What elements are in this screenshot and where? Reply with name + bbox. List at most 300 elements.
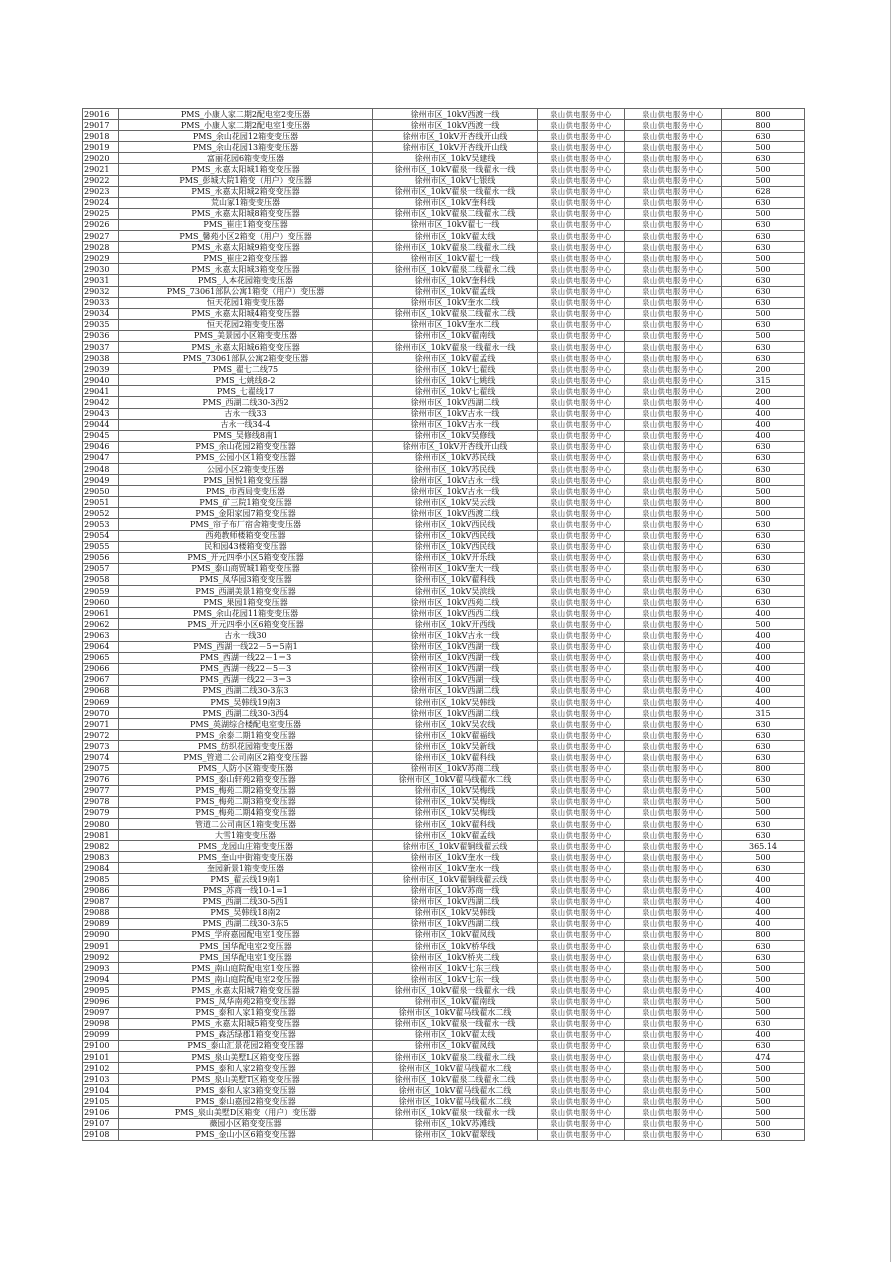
record-id-cell: 29018	[83, 131, 119, 142]
maintenance-unit-cell: 泉山供电服务中心	[625, 819, 722, 830]
feeder-line-cell: 徐州市区_10kV开乐线	[373, 552, 538, 563]
service-center-cell: 泉山供电服务中心	[538, 1085, 625, 1096]
maintenance-unit-cell: 泉山供电服务中心	[625, 763, 722, 774]
transformer-name-cell: PMS_翟七二线75	[119, 364, 373, 375]
capacity-cell: 500	[722, 785, 805, 796]
maintenance-unit-cell: 泉山供电服务中心	[625, 1085, 722, 1096]
record-id-cell: 29021	[83, 164, 119, 175]
table-row	[83, 297, 805, 308]
capacity-cell: 630	[722, 597, 805, 608]
capacity-cell: 500	[722, 1063, 805, 1074]
transformer-name-cell: PMS_西湖二线30-3西2	[119, 397, 373, 408]
maintenance-unit-cell: 泉山供电服务中心	[625, 663, 722, 674]
transformer-name-cell: 恒天花园2箱变变压器	[119, 319, 373, 330]
transformer-name-cell: PMS_七姚线8-2	[119, 375, 373, 386]
feeder-line-cell: 徐州市区_10kV翟科线	[373, 819, 538, 830]
transformer-name-cell: PMS_国华配电室2变压器	[119, 941, 373, 952]
table-row	[83, 530, 805, 541]
table-row	[83, 541, 805, 552]
feeder-line-cell: 徐州市区_10kV翟太线	[373, 1029, 538, 1040]
feeder-line-cell: 徐州市区_10kV翟马线翟水二线	[373, 774, 538, 785]
table-row	[83, 918, 805, 929]
feeder-line-cell: 徐州市区_10kV翟太线	[373, 231, 538, 242]
feeder-line-cell: 徐州市区_10kV翟泉二线翟永二线	[373, 308, 538, 319]
capacity-cell: 500	[722, 1107, 805, 1118]
maintenance-unit-cell: 泉山供电服务中心	[625, 708, 722, 719]
feeder-line-cell: 徐州市区_10kV翟七一线	[373, 219, 538, 230]
table-row	[83, 330, 805, 341]
record-id-cell: 29083	[83, 852, 119, 863]
transformer-name-cell: PMS_翟云线19南1	[119, 874, 373, 885]
maintenance-unit-cell: 泉山供电服务中心	[625, 586, 722, 597]
capacity-cell: 400	[722, 408, 805, 419]
feeder-line-cell: 徐州市区_10kV七翟线	[373, 364, 538, 375]
table-row	[83, 497, 805, 508]
service-center-cell: 泉山供电服务中心	[538, 475, 625, 486]
transformer-name-cell: PMS_余泰二期1箱变变压器	[119, 730, 373, 741]
feeder-line-cell: 徐州市区_10kV苏商二线	[373, 763, 538, 774]
service-center-cell: 泉山供电服务中心	[538, 597, 625, 608]
feeder-line-cell: 徐州市区_10kV开西线	[373, 619, 538, 630]
transformer-name-cell: PMS_西湖一线22－5－3	[119, 663, 373, 674]
feeder-line-cell: 徐州市区_10kV奎科线	[373, 197, 538, 208]
record-id-cell: 29095	[83, 985, 119, 996]
feeder-line-cell: 徐州市区_10kV西湖一线	[373, 674, 538, 685]
capacity-cell: 630	[722, 131, 805, 142]
maintenance-unit-cell: 泉山供电服务中心	[625, 1029, 722, 1040]
record-id-cell: 29069	[83, 696, 119, 707]
transformer-name-cell: 公园小区2箱变变压器	[119, 464, 373, 475]
capacity-cell: 630	[722, 563, 805, 574]
service-center-cell: 泉山供电服务中心	[538, 408, 625, 419]
feeder-line-cell: 徐州市区_10kV翟泉一线翟永一线	[373, 164, 538, 175]
table-row	[83, 896, 805, 907]
service-center-cell: 泉山供电服务中心	[538, 1129, 625, 1140]
transformer-name-cell: PMS_73061部队公寓2箱变变压器	[119, 353, 373, 364]
record-id-cell: 29080	[83, 819, 119, 830]
capacity-cell: 400	[722, 430, 805, 441]
maintenance-unit-cell: 泉山供电服务中心	[625, 441, 722, 452]
service-center-cell: 泉山供电服务中心	[538, 275, 625, 286]
record-id-cell: 29019	[83, 142, 119, 153]
transformer-name-cell: PMS_永嘉太阳城1箱变变压器	[119, 164, 373, 175]
maintenance-unit-cell: 泉山供电服务中心	[625, 985, 722, 996]
service-center-cell: 泉山供电服务中心	[538, 785, 625, 796]
feeder-line-cell: 徐州市区_10kV翟凤线	[373, 929, 538, 940]
feeder-line-cell: 徐州市区_10kV吴新线	[373, 741, 538, 752]
transformer-name-cell: 民和园43楼箱变变压器	[119, 541, 373, 552]
service-center-cell: 泉山供电服务中心	[538, 552, 625, 563]
service-center-cell: 泉山供电服务中心	[538, 985, 625, 996]
record-id-cell: 29031	[83, 275, 119, 286]
service-center-cell: 泉山供电服务中心	[538, 852, 625, 863]
maintenance-unit-cell: 泉山供电服务中心	[625, 297, 722, 308]
maintenance-unit-cell: 泉山供电服务中心	[625, 907, 722, 918]
feeder-line-cell: 徐州市区_10kV奎水二线	[373, 319, 538, 330]
table-row	[83, 1051, 805, 1062]
transformer-name-cell: PMS_小康人家二期2配电室2变压器	[119, 109, 373, 120]
transformer-name-cell: PMS_人防小区箱变变压器	[119, 763, 373, 774]
table-row	[83, 996, 805, 1007]
feeder-line-cell: 徐州市区_10kV翟南线	[373, 330, 538, 341]
record-id-cell: 29037	[83, 341, 119, 352]
table-row	[83, 719, 805, 730]
capacity-cell: 400	[722, 397, 805, 408]
record-id-cell: 29078	[83, 796, 119, 807]
service-center-cell: 泉山供电服务中心	[538, 208, 625, 219]
transformer-name-cell: PMS_泰山嘉园2箱变变压器	[119, 1096, 373, 1107]
maintenance-unit-cell: 泉山供电服务中心	[625, 275, 722, 286]
service-center-cell: 泉山供电服务中心	[538, 508, 625, 519]
maintenance-unit-cell: 泉山供电服务中心	[625, 852, 722, 863]
table-row	[83, 386, 805, 397]
transformer-name-cell: PMS_73061部队公寓1箱变（用户）变压器	[119, 286, 373, 297]
capacity-cell: 630	[722, 552, 805, 563]
transformer-name-cell: PMS_西湖一线22－5＝5南1	[119, 641, 373, 652]
transformer-name-cell: 管道二公司南区1箱变变压器	[119, 819, 373, 830]
maintenance-unit-cell: 泉山供电服务中心	[625, 574, 722, 585]
maintenance-unit-cell: 泉山供电服务中心	[625, 497, 722, 508]
feeder-line-cell: 徐州市区_10kV西湖一线	[373, 663, 538, 674]
record-id-cell: 29048	[83, 464, 119, 475]
table-row	[83, 1074, 805, 1085]
maintenance-unit-cell: 泉山供电服务中心	[625, 874, 722, 885]
transformer-name-cell: PMS_南山庭院配电室2变压器	[119, 974, 373, 985]
capacity-cell: 500	[722, 963, 805, 974]
capacity-cell: 400	[722, 685, 805, 696]
capacity-cell: 500	[722, 852, 805, 863]
feeder-line-cell: 徐州市区_10kV吴云线	[373, 497, 538, 508]
capacity-cell: 800	[722, 929, 805, 940]
record-id-cell: 29023	[83, 186, 119, 197]
table-row	[83, 641, 805, 652]
transformer-name-cell: PMS_凤华园3箱变变压器	[119, 574, 373, 585]
table-row	[83, 785, 805, 796]
feeder-line-cell: 徐州市区_10kV西湖二线	[373, 708, 538, 719]
maintenance-unit-cell: 泉山供电服务中心	[625, 1118, 722, 1129]
feeder-line-cell: 徐州市区_10kV开杏线开山线	[373, 131, 538, 142]
table-row	[83, 419, 805, 430]
table-row	[83, 841, 805, 852]
transformer-name-cell: PMS_市西局变变压器	[119, 486, 373, 497]
table-row	[83, 852, 805, 863]
feeder-line-cell: 徐州市区_10kV吴建线	[373, 153, 538, 164]
record-id-cell: 29074	[83, 752, 119, 763]
record-id-cell: 29030	[83, 264, 119, 275]
transformer-name-cell: PMS_西湖一线22－3＝3	[119, 674, 373, 685]
transformer-name-cell: PMS_西湖二线30-3西4	[119, 708, 373, 719]
record-id-cell: 29045	[83, 430, 119, 441]
capacity-cell: 500	[722, 1118, 805, 1129]
service-center-cell: 泉山供电服务中心	[538, 120, 625, 131]
service-center-cell: 泉山供电服务中心	[538, 497, 625, 508]
capacity-cell: 400	[722, 907, 805, 918]
service-center-cell: 泉山供电服务中心	[538, 153, 625, 164]
service-center-cell: 泉山供电服务中心	[538, 1018, 625, 1029]
table-row	[83, 397, 805, 408]
capacity-cell: 400	[722, 885, 805, 896]
transformer-name-cell: PMS_余山花园12箱变变压器	[119, 131, 373, 142]
feeder-line-cell: 徐州市区_10kV吴韩线	[373, 907, 538, 918]
service-center-cell: 泉山供电服务中心	[538, 974, 625, 985]
service-center-cell: 泉山供电服务中心	[538, 319, 625, 330]
service-center-cell: 泉山供电服务中心	[538, 774, 625, 785]
service-center-cell: 泉山供电服务中心	[538, 608, 625, 619]
feeder-line-cell: 徐州市区_10kV翟孟线	[373, 286, 538, 297]
table-row	[83, 619, 805, 630]
record-id-cell: 29081	[83, 830, 119, 841]
maintenance-unit-cell: 泉山供电服务中心	[625, 375, 722, 386]
feeder-line-cell: 徐州市区_10kV翟马线翟水二线	[373, 1096, 538, 1107]
maintenance-unit-cell: 泉山供电服务中心	[625, 830, 722, 841]
service-center-cell: 泉山供电服务中心	[538, 674, 625, 685]
service-center-cell: 泉山供电服务中心	[538, 685, 625, 696]
transformer-name-cell: PMS_泰和人家3箱变变压器	[119, 1085, 373, 1096]
table-row	[83, 519, 805, 530]
record-id-cell: 29060	[83, 597, 119, 608]
capacity-cell: 474	[722, 1051, 805, 1062]
feeder-line-cell: 徐州市区_10kV翟孟线	[373, 353, 538, 364]
service-center-cell: 泉山供电服务中心	[538, 952, 625, 963]
transformer-name-cell: PMS_森活绿郡1箱变变压器	[119, 1029, 373, 1040]
service-center-cell: 泉山供电服务中心	[538, 452, 625, 463]
record-id-cell: 29073	[83, 741, 119, 752]
capacity-cell: 630	[722, 819, 805, 830]
feeder-line-cell: 徐州市区_10kV七东一线	[373, 974, 538, 985]
record-id-cell: 29016	[83, 109, 119, 120]
maintenance-unit-cell: 泉山供电服务中心	[625, 974, 722, 985]
maintenance-unit-cell: 泉山供电服务中心	[625, 253, 722, 264]
transformer-name-cell: PMS_吴韩线18南2	[119, 907, 373, 918]
service-center-cell: 泉山供电服务中心	[538, 175, 625, 186]
transformer-name-cell: PMS_凤华南苑2箱变变压器	[119, 996, 373, 1007]
feeder-line-cell: 徐州市区_10kV翟南线	[373, 996, 538, 1007]
maintenance-unit-cell: 泉山供电服务中心	[625, 419, 722, 430]
feeder-line-cell: 徐州市区_10kV吴梅线	[373, 785, 538, 796]
record-id-cell: 29067	[83, 674, 119, 685]
service-center-cell: 泉山供电服务中心	[538, 164, 625, 175]
capacity-cell: 630	[722, 353, 805, 364]
capacity-cell: 500	[722, 996, 805, 1007]
capacity-cell: 500	[722, 1074, 805, 1085]
maintenance-unit-cell: 泉山供电服务中心	[625, 807, 722, 818]
table-row	[83, 142, 805, 153]
record-id-cell: 29102	[83, 1063, 119, 1074]
transformer-name-cell: PMS_金山小区6箱变变压器	[119, 1129, 373, 1140]
feeder-line-cell: 徐州市区_10kV奎水一线	[373, 863, 538, 874]
table-row	[83, 563, 805, 574]
service-center-cell: 泉山供电服务中心	[538, 142, 625, 153]
capacity-cell: 500	[722, 1096, 805, 1107]
feeder-line-cell: 徐州市区_10kV翟铜线翟云线	[373, 874, 538, 885]
service-center-cell: 泉山供电服务中心	[538, 1074, 625, 1085]
table-row	[83, 597, 805, 608]
feeder-line-cell: 徐州市区_10kV奎大一线	[373, 563, 538, 574]
feeder-line-cell: 徐州市区_10kV翟泉二线翟永二线	[373, 208, 538, 219]
maintenance-unit-cell: 泉山供电服务中心	[625, 685, 722, 696]
table-row	[83, 941, 805, 952]
service-center-cell: 泉山供电服务中心	[538, 186, 625, 197]
capacity-cell: 315	[722, 708, 805, 719]
service-center-cell: 泉山供电服务中心	[538, 1118, 625, 1129]
maintenance-unit-cell: 泉山供电服务中心	[625, 552, 722, 563]
service-center-cell: 泉山供电服务中心	[538, 885, 625, 896]
capacity-cell: 630	[722, 275, 805, 286]
transformer-name-cell: PMS_西湖二线30-3东3	[119, 685, 373, 696]
capacity-cell: 365.14	[722, 841, 805, 852]
transformer-name-cell: 奎园新景1箱变变压器	[119, 863, 373, 874]
capacity-cell: 500	[722, 508, 805, 519]
capacity-cell: 500	[722, 486, 805, 497]
maintenance-unit-cell: 泉山供电服务中心	[625, 863, 722, 874]
capacity-cell: 400	[722, 419, 805, 430]
service-center-cell: 泉山供电服务中心	[538, 996, 625, 1007]
service-center-cell: 泉山供电服务中心	[538, 353, 625, 364]
service-center-cell: 泉山供电服务中心	[538, 641, 625, 652]
capacity-cell: 400	[722, 663, 805, 674]
service-center-cell: 泉山供电服务中心	[538, 386, 625, 397]
table-row	[83, 763, 805, 774]
transformer-name-cell: 薇园小区箱变变压器	[119, 1118, 373, 1129]
capacity-cell: 630	[722, 586, 805, 597]
table-row	[83, 308, 805, 319]
table-row	[83, 364, 805, 375]
table-row	[83, 1007, 805, 1018]
capacity-cell: 630	[722, 231, 805, 242]
feeder-line-cell: 徐州市区_10kV桥夹二线	[373, 952, 538, 963]
record-id-cell: 29103	[83, 1074, 119, 1085]
transformer-table	[82, 108, 805, 1141]
transformer-name-cell: PMS_开元四季小区6箱变变压器	[119, 619, 373, 630]
table-row	[83, 774, 805, 785]
table-row	[83, 863, 805, 874]
table-row	[83, 486, 805, 497]
transformer-name-cell: PMS_管道二公司南区2箱变变压器	[119, 752, 373, 763]
service-center-cell: 泉山供电服务中心	[538, 464, 625, 475]
transformer-name-cell: 恒天花园1箱变变压器	[119, 297, 373, 308]
service-center-cell: 泉山供电服务中心	[538, 297, 625, 308]
maintenance-unit-cell: 泉山供电服务中心	[625, 1018, 722, 1029]
feeder-line-cell: 徐州市区_10kV翟泉二线翟永二线	[373, 1074, 538, 1085]
service-center-cell: 泉山供电服务中心	[538, 752, 625, 763]
service-center-cell: 泉山供电服务中心	[538, 109, 625, 120]
maintenance-unit-cell: 泉山供电服务中心	[625, 330, 722, 341]
record-id-cell: 29022	[83, 175, 119, 186]
table-row	[83, 630, 805, 641]
capacity-cell: 400	[722, 674, 805, 685]
service-center-cell: 泉山供电服务中心	[538, 896, 625, 907]
service-center-cell: 泉山供电服务中心	[538, 253, 625, 264]
record-id-cell: 29034	[83, 308, 119, 319]
record-id-cell: 29052	[83, 508, 119, 519]
capacity-cell: 630	[722, 153, 805, 164]
service-center-cell: 泉山供电服务中心	[538, 963, 625, 974]
maintenance-unit-cell: 泉山供电服务中心	[625, 308, 722, 319]
feeder-line-cell: 徐州市区_10kV西湖一线	[373, 652, 538, 663]
record-id-cell: 29047	[83, 452, 119, 463]
service-center-cell: 泉山供电服务中心	[538, 563, 625, 574]
record-id-cell: 29068	[83, 685, 119, 696]
table-row	[83, 175, 805, 186]
service-center-cell: 泉山供电服务中心	[538, 663, 625, 674]
transformer-name-cell: PMS_吴修线8南1	[119, 430, 373, 441]
service-center-cell: 泉山供电服务中心	[538, 1096, 625, 1107]
record-id-cell: 29091	[83, 941, 119, 952]
feeder-line-cell: 徐州市区_10kV西渡一线	[373, 109, 538, 120]
table-row	[83, 741, 805, 752]
maintenance-unit-cell: 泉山供电服务中心	[625, 696, 722, 707]
maintenance-unit-cell: 泉山供电服务中心	[625, 464, 722, 475]
maintenance-unit-cell: 泉山供电服务中心	[625, 996, 722, 1007]
capacity-cell: 630	[722, 719, 805, 730]
record-id-cell: 29050	[83, 486, 119, 497]
service-center-cell: 泉山供电服务中心	[538, 929, 625, 940]
capacity-cell: 630	[722, 319, 805, 330]
record-id-cell: 29049	[83, 475, 119, 486]
transformer-name-cell: PMS_泉山美墅L区箱变变压器	[119, 1051, 373, 1062]
feeder-line-cell: 徐州市区_10kV西湖二线	[373, 896, 538, 907]
capacity-cell: 500	[722, 308, 805, 319]
feeder-line-cell: 徐州市区_10kV奎水二线	[373, 297, 538, 308]
feeder-line-cell: 徐州市区_10kV吴韩线	[373, 696, 538, 707]
record-id-cell: 29029	[83, 253, 119, 264]
maintenance-unit-cell: 泉山供电服务中心	[625, 741, 722, 752]
service-center-cell: 泉山供电服务中心	[538, 586, 625, 597]
record-id-cell: 29057	[83, 563, 119, 574]
transformer-name-cell: PMS_永嘉太阳城5箱变变压器	[119, 1018, 373, 1029]
transformer-name-cell: PMS_七翟线17	[119, 386, 373, 397]
table-row	[83, 253, 805, 264]
service-center-cell: 泉山供电服务中心	[538, 264, 625, 275]
feeder-line-cell: 徐州市区_10kV古永一线	[373, 419, 538, 430]
capacity-cell: 800	[722, 497, 805, 508]
capacity-cell: 800	[722, 109, 805, 120]
transformer-name-cell: PMS_泰和人家2箱变变压器	[119, 1063, 373, 1074]
service-center-cell: 泉山供电服务中心	[538, 419, 625, 430]
record-id-cell: 29017	[83, 120, 119, 131]
capacity-cell: 630	[722, 219, 805, 230]
capacity-cell: 400	[722, 696, 805, 707]
feeder-line-cell: 徐州市区_10kV翟马线翟水二线	[373, 1085, 538, 1096]
table-row	[83, 1085, 805, 1096]
capacity-cell: 630	[722, 1018, 805, 1029]
transformer-name-cell: PMS_余山花园2箱变变压器	[119, 441, 373, 452]
service-center-cell: 泉山供电服务中心	[538, 242, 625, 253]
service-center-cell: 泉山供电服务中心	[538, 486, 625, 497]
table-row	[83, 608, 805, 619]
page-edge	[890, 0, 891, 1262]
record-id-cell: 29072	[83, 730, 119, 741]
capacity-cell: 500	[722, 1085, 805, 1096]
feeder-line-cell: 徐州市区_10kV苏滩线	[373, 1118, 538, 1129]
table-row	[83, 830, 805, 841]
service-center-cell: 泉山供电服务中心	[538, 131, 625, 142]
table-row	[83, 1107, 805, 1118]
capacity-cell: 630	[722, 242, 805, 253]
feeder-line-cell: 徐州市区_10kV西苑二线	[373, 597, 538, 608]
transformer-name-cell: PMS_泰山商贸城1箱变变压器	[119, 563, 373, 574]
record-id-cell: 29044	[83, 419, 119, 430]
table-row	[83, 907, 805, 918]
feeder-line-cell: 徐州市区_10kV翟福线	[373, 730, 538, 741]
feeder-line-cell: 徐州市区_10kV翟翠线	[373, 1129, 538, 1140]
table-row	[83, 286, 805, 297]
capacity-cell: 630	[722, 464, 805, 475]
record-id-cell: 29079	[83, 807, 119, 818]
service-center-cell: 泉山供电服务中心	[538, 219, 625, 230]
transformer-name-cell: PMS_泉山美墅T区箱变变压器	[119, 1074, 373, 1085]
capacity-cell: 630	[722, 341, 805, 352]
